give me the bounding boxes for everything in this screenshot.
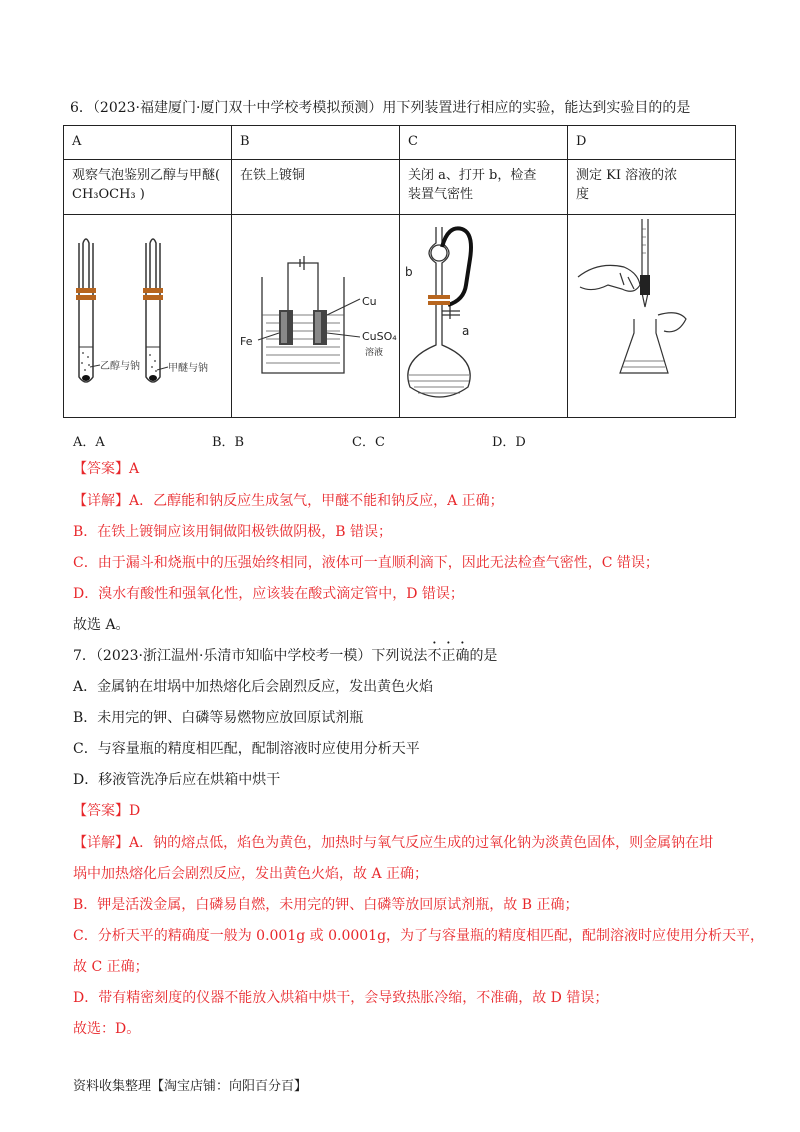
figure-a — [64, 215, 232, 418]
q6-detail-1: 【详解】A．乙醇能和钠反应生成氢气，甲醚不能和钠反应，A 正确； — [73, 493, 504, 509]
page-footer: 资料收集整理【淘宝店铺：向阳百分百】 — [73, 1079, 308, 1094]
figure-d — [568, 215, 736, 418]
ethanol-label: 乙醇与钠 — [100, 361, 140, 372]
solution-label: 溶液 — [365, 348, 384, 358]
header-d: D — [568, 126, 736, 160]
a-label: a — [462, 324, 470, 338]
choice-d[interactable]: D．D — [492, 435, 526, 450]
q6-detail-3: C．由于漏斗和烧瓶中的压强始终相同，液体可一直顺利滴下，因此无法检查气密性，C 错误； — [73, 555, 659, 571]
description-b: 在铁上镀铜 — [232, 160, 400, 215]
choice-c[interactable]: C．C — [352, 435, 385, 450]
q6-conclusion: 故选 A。 — [73, 617, 130, 633]
airtightness-figure — [400, 215, 549, 411]
q6-detail-2: B．在铁上镀铜应该用铜做阳极铁做阴极，B 错误； — [73, 524, 393, 540]
q7-detail-2: 埚中加热熔化后会剧烈反应，发出黄色火焰，故 A 正确； — [73, 866, 429, 882]
figure-c — [400, 215, 568, 418]
header-b: B — [232, 126, 400, 160]
q7-option-c[interactable]: C．与容量瓶的精度相匹配，配制溶液时应使用分析天平 — [73, 741, 420, 757]
question-6-stem: 6．（2023·福建厦门·厦门双十中学校考模拟预测）用下列装置进行相应的实验，能达到实验目的的是 — [70, 100, 691, 116]
options-table — [63, 125, 736, 418]
titration-figure — [568, 215, 698, 411]
description-c: 关闭 a、打开 b，检查 装置气密性 — [400, 160, 568, 215]
b-label: b — [405, 265, 413, 279]
q7-detail-4: C．分析天平的精确度一般为 0.001g 或 0.0001g，为了与容量瓶的精度相匹配，配制溶液时应使用分析天平， — [73, 928, 765, 944]
q7-option-a[interactable]: A．金属钠在坩埚中加热熔化后会剧烈反应，发出黄色火焰 — [73, 679, 434, 695]
electroplating-figure — [232, 215, 418, 411]
description-d: 测定 KI 溶液的浓 度 — [568, 160, 736, 215]
q6-answer: 【答案】A — [73, 461, 140, 477]
q6-detail-4: D．溴水有酸性和强氧化性，应该装在酸式滴定管中，D 错误； — [73, 586, 464, 602]
header-a: A — [64, 126, 232, 160]
q7-detail-3: B．钾是活泼金属，白磷易自燃，未用完的钾、白磷等放回原试剂瓶，故 B 正确； — [73, 897, 579, 913]
choice-a[interactable]: A．A — [73, 435, 105, 450]
fe-label: Fe — [240, 335, 253, 348]
q7-detail-1: 【详解】A．钠的熔点低，焰色为黄色，加热时与氧气反应生成的过氧化钠为淡黄色固体，则金属钠在坩 — [73, 835, 714, 851]
question-7-stem: 7．（2023·浙江温州·乐清市知临中学校考一模）下列说法不正确的是 — [73, 648, 498, 664]
q7-answer: 【答案】D — [73, 803, 141, 819]
q7-option-d[interactable]: D．移液管洗净后应在烘箱中烘干 — [73, 772, 281, 788]
q7-conclusion: 故选：D。 — [73, 1021, 141, 1037]
q7-detail-6: D．带有精密刻度的仪器不能放入烘箱中烘干，会导致热胀冷缩，不准确，故 D 错误； — [73, 990, 609, 1006]
ether-label: 甲醚与钠 — [168, 363, 208, 374]
cuso4-label: CuSO₄ — [362, 330, 397, 343]
q7-detail-5: 故 C 正确； — [73, 959, 149, 975]
figure-b — [232, 215, 400, 418]
choice-b[interactable]: B．B — [212, 435, 245, 450]
description-a: 观察气泡鉴别乙醇与甲醚( CH₃OCH₃ ) — [64, 160, 232, 215]
cu-label: Cu — [362, 295, 377, 308]
q7-option-b[interactable]: B．未用完的钾、白磷等易燃物应放回原试剂瓶 — [73, 710, 364, 726]
header-c: C — [400, 126, 568, 160]
